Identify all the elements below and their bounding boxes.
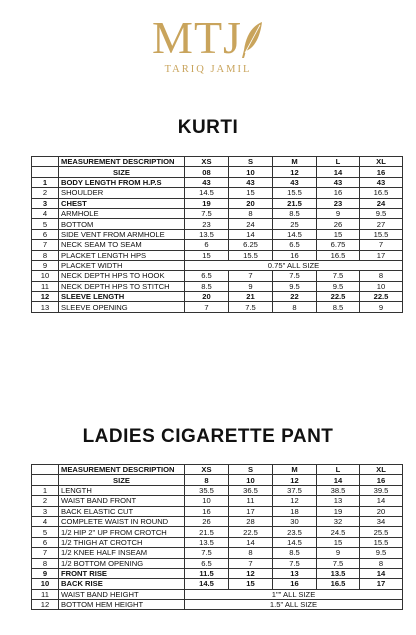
measurement-description: WAIST BAND FRONT: [59, 496, 185, 506]
table-row: [32, 250, 403, 260]
measurement-value: 6.5: [185, 271, 229, 281]
measurement-value: 7.5: [317, 558, 360, 568]
row-number: 3: [32, 506, 59, 516]
measurement-value: 9.5: [360, 548, 403, 558]
size-header: L: [317, 465, 360, 475]
measurement-value: 30: [273, 516, 317, 526]
row-number: 8: [32, 558, 59, 568]
measurement-value: 17: [229, 506, 273, 516]
measurement-value: 23.5: [273, 527, 317, 537]
table-row: [32, 568, 403, 578]
measurement-value: 8.5: [185, 281, 229, 291]
table-row: [32, 302, 403, 312]
size-header: M: [273, 465, 317, 475]
measurement-value: 27: [360, 219, 403, 229]
measurement-value: 34: [360, 516, 403, 526]
table-row: [32, 260, 403, 270]
size-value: 8: [185, 475, 229, 485]
kurti-title: KURTI: [177, 117, 239, 138]
size-value: 10: [229, 475, 273, 485]
size-label: SIZE: [59, 475, 185, 485]
measurement-value: 16: [317, 188, 360, 198]
measurement-value: 18: [273, 506, 317, 516]
table-row: [32, 240, 403, 250]
table-row: [32, 600, 403, 610]
table-row: [32, 177, 403, 187]
row-number: 2: [32, 188, 59, 198]
row-number: 5: [32, 219, 59, 229]
measurement-value: 26: [317, 219, 360, 229]
measurement-value: 6.75: [317, 240, 360, 250]
row-number: [32, 167, 59, 177]
measurement-value: 38.5: [317, 485, 360, 495]
measurement-value: 7.5: [185, 208, 229, 218]
measurement-value: 15: [317, 537, 360, 547]
description-header: MEASUREMENT DESCRIPTION: [59, 157, 185, 167]
row-number: 2: [32, 496, 59, 506]
measurement-value: 12: [229, 568, 273, 578]
description-header: MEASUREMENT DESCRIPTION: [59, 465, 185, 475]
measurement-value: 10: [360, 281, 403, 291]
size-row: [32, 167, 403, 177]
feather-icon: [238, 20, 264, 60]
measurement-value: 7.5: [229, 302, 273, 312]
measurement-description: 1/2 KNEE HALF INSEAM: [59, 548, 185, 558]
measurement-value: 7.5: [273, 558, 317, 568]
measurement-value: 43: [229, 177, 273, 187]
measurement-value: 9.5: [360, 208, 403, 218]
table-row: [32, 208, 403, 218]
table-row: [32, 281, 403, 291]
row-number-header: [32, 157, 59, 167]
measurement-value: 6.5: [185, 558, 229, 568]
all-size-value: 1.5" ALL SIZE: [185, 600, 403, 610]
measurement-value: 8.5: [273, 548, 317, 558]
measurement-value: 13: [273, 568, 317, 578]
measurement-description: BODY LENGTH FROM H.P.S: [59, 177, 185, 187]
row-number: 12: [32, 292, 59, 302]
measurement-value: 15.5: [360, 537, 403, 547]
measurement-value: 6: [185, 240, 229, 250]
measurement-value: 8.5: [317, 302, 360, 312]
table-row: [32, 198, 403, 208]
measurement-value: 15.5: [360, 229, 403, 239]
measurement-value: 21.5: [185, 527, 229, 537]
measurement-value: 7: [360, 240, 403, 250]
row-number: 9: [32, 568, 59, 578]
measurement-value: 20: [360, 506, 403, 516]
measurement-value: 17: [360, 579, 403, 589]
size-value: 12: [273, 167, 317, 177]
measurement-value: 8.5: [273, 208, 317, 218]
measurement-value: 9: [317, 548, 360, 558]
pant-title: LADIES CIGARETTE PANT: [82, 426, 334, 447]
measurement-value: 8: [229, 208, 273, 218]
measurement-value: 14.5: [185, 188, 229, 198]
measurement-description: PLACKET LENGTH HPS: [59, 250, 185, 260]
measurement-value: 15: [185, 250, 229, 260]
measurement-value: 9: [229, 281, 273, 291]
measurement-description: SHOULDER: [59, 188, 185, 198]
size-header: XS: [185, 157, 229, 167]
row-number: 4: [32, 516, 59, 526]
measurement-description: BACK ELASTIC CUT: [59, 506, 185, 516]
size-header: XL: [360, 157, 403, 167]
size-header: XL: [360, 465, 403, 475]
measurement-value: 16: [273, 250, 317, 260]
measurement-value: 15: [229, 579, 273, 589]
measurement-description: LENGTH: [59, 485, 185, 495]
row-number: 6: [32, 229, 59, 239]
size-header: M: [273, 157, 317, 167]
table-row: [32, 219, 403, 229]
row-number: 8: [32, 250, 59, 260]
brand-name: TARIQ JAMIL: [164, 64, 252, 75]
table-row: [32, 537, 403, 547]
measurement-value: 24: [360, 198, 403, 208]
table-row: [32, 188, 403, 198]
measurement-value: 14.5: [273, 229, 317, 239]
measurement-description: SIDE VENT FROM ARMHOLE: [59, 229, 185, 239]
measurement-description: BOTTOM: [59, 219, 185, 229]
measurement-description: CHEST: [59, 198, 185, 208]
measurement-description: WAIST BAND HEIGHT: [59, 589, 185, 599]
measurement-description: 1/2 HIP 2" UP FROM CROTCH: [59, 527, 185, 537]
pant-size-table: [31, 464, 403, 610]
row-number: 5: [32, 527, 59, 537]
measurement-value: 7: [229, 558, 273, 568]
measurement-value: 26: [185, 516, 229, 526]
measurement-value: 22.5: [317, 292, 360, 302]
row-number: [32, 475, 59, 485]
measurement-value: 9.5: [317, 281, 360, 291]
row-number: 7: [32, 240, 59, 250]
measurement-value: 15: [317, 229, 360, 239]
measurement-value: 16.5: [317, 579, 360, 589]
measurement-description: NECK DEPTH HPS TO HOOK: [59, 271, 185, 281]
measurement-value: 28: [229, 516, 273, 526]
brand-logo: [0, 14, 416, 75]
measurement-value: 9: [360, 302, 403, 312]
measurement-value: 35.5: [185, 485, 229, 495]
logo-mark: [152, 14, 264, 62]
measurement-value: 14: [360, 568, 403, 578]
table-row: [32, 485, 403, 495]
row-number: 9: [32, 260, 59, 270]
measurement-value: 37.5: [273, 485, 317, 495]
row-number: 6: [32, 537, 59, 547]
header-row: [32, 465, 403, 475]
measurement-description: COMPLETE WAIST IN ROUND: [59, 516, 185, 526]
measurement-value: 24.5: [317, 527, 360, 537]
measurement-value: 7: [229, 271, 273, 281]
row-number: 1: [32, 485, 59, 495]
table-row: [32, 589, 403, 599]
measurement-value: 6.5: [273, 240, 317, 250]
row-number: 10: [32, 579, 59, 589]
measurement-value: 19: [185, 198, 229, 208]
measurement-value: 9: [317, 208, 360, 218]
row-number: 10: [32, 271, 59, 281]
table-row: [32, 527, 403, 537]
header-row: [32, 157, 403, 167]
measurement-value: 16: [273, 579, 317, 589]
measurement-value: 7.5: [185, 548, 229, 558]
measurement-value: 24: [229, 219, 273, 229]
measurement-description: ARMHOLE: [59, 208, 185, 218]
row-number: 11: [32, 589, 59, 599]
measurement-value: 13: [317, 496, 360, 506]
measurement-value: 14: [229, 537, 273, 547]
size-row: [32, 475, 403, 485]
measurement-value: 25: [273, 219, 317, 229]
measurement-description: BACK RISE: [59, 579, 185, 589]
row-number-header: [32, 465, 59, 475]
table-row: [32, 506, 403, 516]
size-value: 08: [185, 167, 229, 177]
measurement-value: 20: [185, 292, 229, 302]
row-number: 4: [32, 208, 59, 218]
table-row: [32, 558, 403, 568]
measurement-value: 17: [360, 250, 403, 260]
measurement-value: 10: [185, 496, 229, 506]
row-number: 13: [32, 302, 59, 312]
measurement-value: 13.5: [317, 568, 360, 578]
measurement-description: NECK SEAM TO SEAM: [59, 240, 185, 250]
table-row: [32, 516, 403, 526]
measurement-description: BOTTOM HEM HEIGHT: [59, 600, 185, 610]
measurement-value: 20: [229, 198, 273, 208]
measurement-value: 14: [229, 229, 273, 239]
measurement-value: 8: [360, 271, 403, 281]
size-label: SIZE: [59, 167, 185, 177]
measurement-description: FRONT RISE: [59, 568, 185, 578]
size-value: 10: [229, 167, 273, 177]
measurement-description: SLEEVE OPENING: [59, 302, 185, 312]
measurement-value: 9.5: [273, 281, 317, 291]
size-header: XS: [185, 465, 229, 475]
measurement-value: 16.5: [317, 250, 360, 260]
measurement-value: 7: [185, 302, 229, 312]
measurement-value: 8: [360, 558, 403, 568]
measurement-value: 23: [185, 219, 229, 229]
row-number: 12: [32, 600, 59, 610]
measurement-value: 43: [273, 177, 317, 187]
all-size-value: 1"" ALL SIZE: [185, 589, 403, 599]
measurement-value: 21: [229, 292, 273, 302]
measurement-value: 22.5: [229, 527, 273, 537]
table-row: [32, 548, 403, 558]
measurement-description: SLEEVE LENGTH: [59, 292, 185, 302]
measurement-value: 39.5: [360, 485, 403, 495]
size-value: 16: [360, 167, 403, 177]
measurement-description: PLACKET WIDTH: [59, 260, 185, 270]
measurement-value: 16: [185, 506, 229, 516]
measurement-value: 11.5: [185, 568, 229, 578]
table-row: [32, 496, 403, 506]
measurement-value: 7.5: [273, 271, 317, 281]
table-row: [32, 292, 403, 302]
measurement-value: 22.5: [360, 292, 403, 302]
measurement-value: 43: [360, 177, 403, 187]
measurement-value: 8: [273, 302, 317, 312]
measurement-value: 15: [229, 188, 273, 198]
measurement-value: 8: [229, 548, 273, 558]
logo-text: MTJ: [152, 12, 242, 63]
measurement-value: 21.5: [273, 198, 317, 208]
measurement-value: 25.5: [360, 527, 403, 537]
measurement-description: 1/2 BOTTOM OPENING: [59, 558, 185, 568]
table-row: [32, 579, 403, 589]
measurement-description: NECK DEPTH HPS TO STITCH: [59, 281, 185, 291]
size-header: S: [229, 157, 273, 167]
size-value: 14: [317, 475, 360, 485]
measurement-value: 15.5: [273, 188, 317, 198]
measurement-value: 23: [317, 198, 360, 208]
measurement-value: 19: [317, 506, 360, 516]
size-header: L: [317, 157, 360, 167]
table-row: [32, 229, 403, 239]
measurement-value: 14: [360, 496, 403, 506]
measurement-value: 32: [317, 516, 360, 526]
measurement-description: 1/2 THIGH AT CROTCH: [59, 537, 185, 547]
measurement-value: 7.5: [317, 271, 360, 281]
measurement-value: 43: [317, 177, 360, 187]
all-size-value: 0.75" ALL SIZE: [185, 260, 403, 270]
row-number: 1: [32, 177, 59, 187]
table-row: [32, 271, 403, 281]
measurement-value: 43: [185, 177, 229, 187]
measurement-value: 14.5: [185, 579, 229, 589]
size-value: 14: [317, 167, 360, 177]
row-number: 11: [32, 281, 59, 291]
measurement-value: 11: [229, 496, 273, 506]
row-number: 7: [32, 548, 59, 558]
row-number: 3: [32, 198, 59, 208]
measurement-value: 13.5: [185, 537, 229, 547]
kurti-size-table: [31, 156, 403, 313]
measurement-value: 13.5: [185, 229, 229, 239]
measurement-value: 14.5: [273, 537, 317, 547]
measurement-value: 15.5: [229, 250, 273, 260]
measurement-value: 16.5: [360, 188, 403, 198]
measurement-value: 6.25: [229, 240, 273, 250]
size-value: 12: [273, 475, 317, 485]
size-value: 16: [360, 475, 403, 485]
measurement-value: 22: [273, 292, 317, 302]
measurement-value: 12: [273, 496, 317, 506]
size-header: S: [229, 465, 273, 475]
measurement-value: 36.5: [229, 485, 273, 495]
